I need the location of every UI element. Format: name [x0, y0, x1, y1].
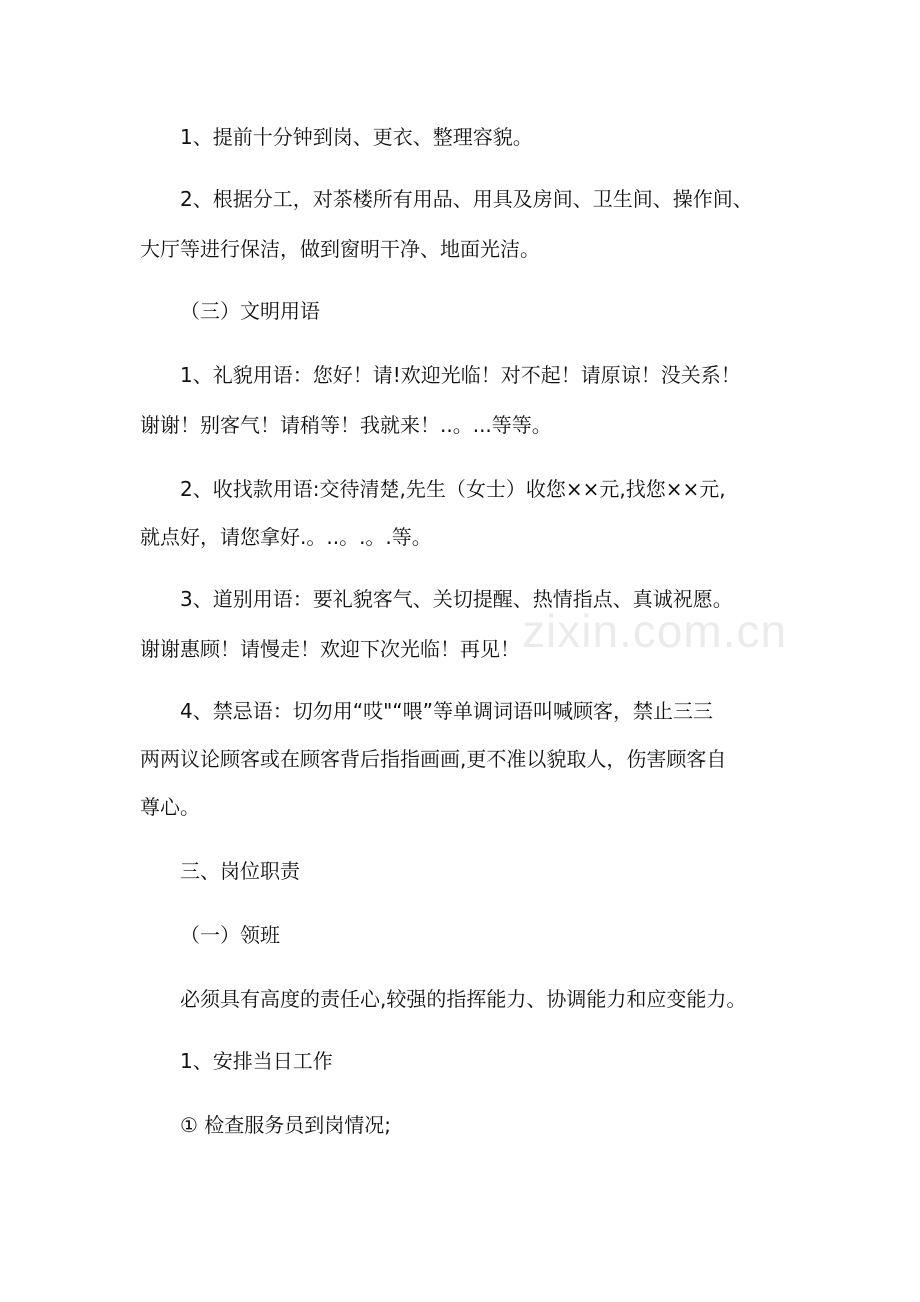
paragraph-cleaning-line1: 2、根据分工，对茶楼所有用品、用具及房间、卫生间、操作间、 [180, 187, 753, 211]
watermark: zixin.com.cn [522, 605, 788, 657]
paragraph-arrange-work: 1、安排当日工作 [180, 1049, 333, 1073]
paragraph-arrive-early: 1、提前十分钟到岗、更衣、整理容貌。 [180, 125, 533, 149]
paragraph-taboo-line1: 4、禁忌语：切勿用“哎"“喂”等单调词语叫喊顾客，禁止三三 [180, 699, 714, 723]
heading-civil-language: （三）文明用语 [180, 299, 320, 323]
paragraph-cleaning-line2: 大厅等进行保洁，做到窗明干净、地面光洁。 [140, 237, 540, 261]
heading-team-leader: （一）领班 [180, 923, 280, 947]
paragraph-taboo-line3: 尊心。 [140, 795, 200, 819]
paragraph-polite-line1: 1、礼貌用语：您好！请!欢迎光临！对不起！请原谅！没关系！ [180, 363, 741, 387]
heading-job-duties: 三、岗位职责 [180, 859, 300, 883]
paragraph-polite-line2: 谢谢！别客气！请稍等！我就来！..。...等等。 [140, 413, 552, 437]
paragraph-taboo-line2: 两两议论顾客或在顾客背后指指画画,更不准以貌取人，伤害顾客自 [140, 747, 727, 771]
paragraph-payment-line1: 2、收找款用语:交待清楚,先生（女士）收您××元,找您××元, [180, 477, 726, 501]
paragraph-farewell-line2: 谢谢惠顾！请慢走！欢迎下次光临！再见！ [140, 637, 520, 661]
paragraph-requirements: 必须具有高度的责任心,较强的指挥能力、协调能力和应变能力。 [180, 987, 747, 1011]
paragraph-payment-line2: 就点好，请您拿好.。..。.。.等。 [140, 525, 432, 549]
paragraph-check-staff: ① 检查服务员到岗情况; [180, 1113, 392, 1137]
paragraph-farewell-line1: 3、道别用语：要礼貌客气、关切提醒、热情指点、真诚祝愿。 [180, 587, 733, 611]
